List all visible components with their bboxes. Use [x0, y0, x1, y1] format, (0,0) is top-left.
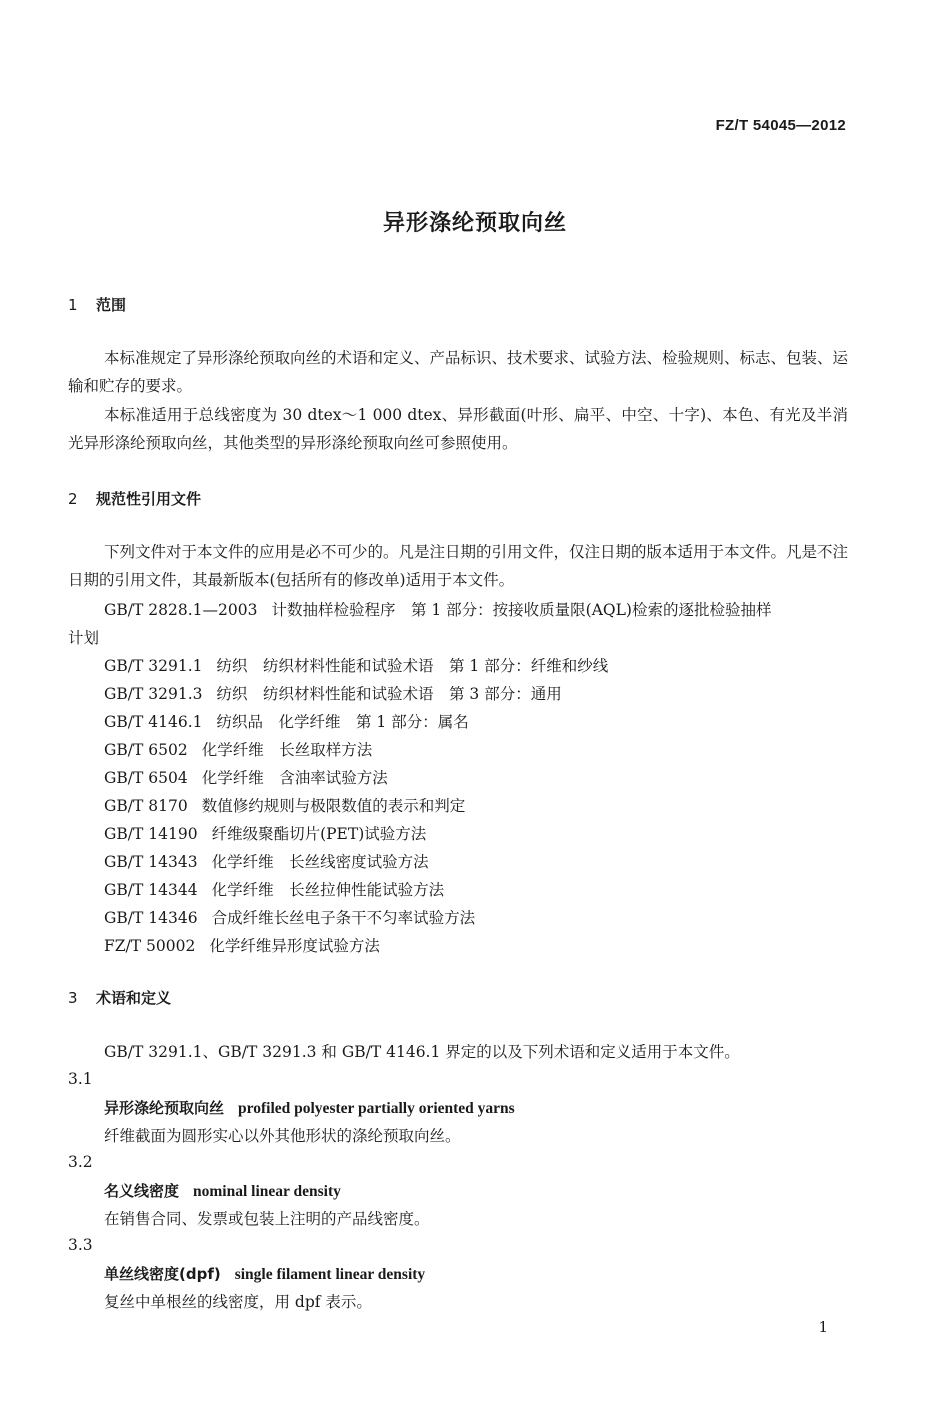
standard-code: FZ/T 54045—2012 [715, 117, 846, 134]
paragraph: 本标准规定了异形涤纶预取向丝的术语和定义、产品标识、技术要求、试验方法、检验规则、标志、包装、运输和贮存的要求。 [68, 349, 849, 395]
section-heading-scope [68, 294, 126, 315]
section-title: 规范性引用文件 [96, 490, 202, 508]
reference-code: GB/T 14190 [104, 825, 198, 843]
reference-title: 纺织 纺织材料性能和试验术语 第 1 部分：纤维和纱线 [216, 657, 609, 675]
reference-title: 纺织 纺织材料性能和试验术语 第 3 部分：通用 [216, 685, 562, 703]
reference-code: GB/T 3291.3 [104, 685, 203, 703]
reference-title: 化学纤维 长丝取样方法 [201, 741, 373, 759]
term-zh: 异形涤纶预取向丝 [104, 1099, 225, 1117]
term-definition: 复丝中单根丝的线密度，用 dpf 表示。 [104, 1293, 372, 1311]
reference-item [104, 682, 562, 704]
reference-code: GB/T 3291.1 [104, 657, 203, 675]
reference-code: GB/T 14343 [104, 853, 198, 871]
term-number: 3.3 [68, 1236, 93, 1254]
reference-item [104, 850, 429, 872]
reference-title: 纤维级聚酯切片(PET)试验方法 [211, 825, 427, 843]
section-number: 1 [68, 296, 78, 314]
section-title: 范围 [96, 296, 127, 314]
reference-code: GB/T 6504 [104, 769, 188, 787]
term-en: nominal linear density [193, 1183, 341, 1200]
reference-title: 化学纤维异形度试验方法 [209, 937, 380, 955]
reference-item [104, 598, 771, 620]
section-heading-terms-definitions [68, 987, 171, 1008]
section-number: 2 [68, 490, 78, 508]
term-number: 3.1 [68, 1070, 93, 1088]
reference-code: FZ/T 50002 [104, 937, 196, 955]
reference-code: GB/T 8170 [104, 797, 188, 815]
term-zh: 名义线密度 [104, 1182, 180, 1200]
reference-title: 合成纤维长丝电子条干不匀率试验方法 [211, 909, 476, 927]
reference-code: GB/T 6502 [104, 741, 188, 759]
reference-code: GB/T 4146.1 [104, 713, 203, 731]
term-zh: 单丝线密度(dpf) [104, 1265, 221, 1283]
term-definition: 在销售合同、发票或包装上注明的产品线密度。 [104, 1210, 430, 1228]
document-title: 异形涤纶预取向丝 [382, 211, 567, 236]
reference-title: 计数抽样检验程序 第 1 部分：按接收质量限(AQL)检索的逐批检验抽样 [271, 601, 772, 619]
section-heading-normative-references [68, 488, 201, 509]
paragraph: GB/T 3291.1、GB/T 3291.3 和 GB/T 4146.1 界定的以及下列术语和定义适用于本文件。 [104, 1043, 740, 1061]
section-title: 术语和定义 [96, 989, 172, 1007]
term-number: 3.2 [68, 1153, 93, 1171]
reference-item [104, 794, 465, 816]
term-definition: 纤维截面为圆形实心以外其他形状的涤纶预取向丝。 [104, 1127, 461, 1145]
reference-code: GB/T 14346 [104, 909, 198, 927]
reference-item [104, 654, 608, 676]
reference-item [104, 710, 469, 732]
reference-item [104, 934, 380, 956]
reference-item [104, 822, 426, 844]
term-heading [104, 1263, 425, 1284]
term-heading [104, 1180, 341, 1201]
reference-item [104, 766, 388, 788]
reference-continuation: 计划 [68, 629, 100, 647]
reference-code: GB/T 2828.1—2003 [104, 601, 258, 619]
reference-item [104, 878, 444, 900]
paragraph: 下列文件对于本文件的应用是必不可少的。凡是注日期的引用文件，仅注日期的版本适用于本文件。凡是不注日期的引用文件，其最新版本(包括所有的修改单)适用于本文件。 [68, 543, 849, 589]
term-en: single filament linear density [234, 1266, 426, 1283]
reference-code: GB/T 14344 [104, 881, 198, 899]
reference-title: 化学纤维 长丝拉伸性能试验方法 [211, 881, 445, 899]
reference-title: 化学纤维 含油率试验方法 [201, 769, 388, 787]
term-en: profiled polyester partially oriented yarns [238, 1100, 515, 1117]
reference-item [104, 906, 475, 928]
page-number: 1 [818, 1318, 828, 1336]
section-number: 3 [68, 989, 78, 1007]
term-heading [104, 1097, 515, 1118]
reference-title: 数值修约规则与极限数值的表示和判定 [201, 797, 466, 815]
reference-item [104, 738, 372, 760]
paragraph: 本标准适用于总线密度为 30 dtex～1 000 dtex、异形截面(叶形、扁平、中空、十字)、本色、有光及半消光异形涤纶预取向丝，其他类型的异形涤纶预取向丝可参照使用。 [68, 406, 848, 452]
reference-title: 纺织品 化学纤维 第 1 部分：属名 [216, 713, 469, 731]
reference-title: 化学纤维 长丝线密度试验方法 [211, 853, 429, 871]
